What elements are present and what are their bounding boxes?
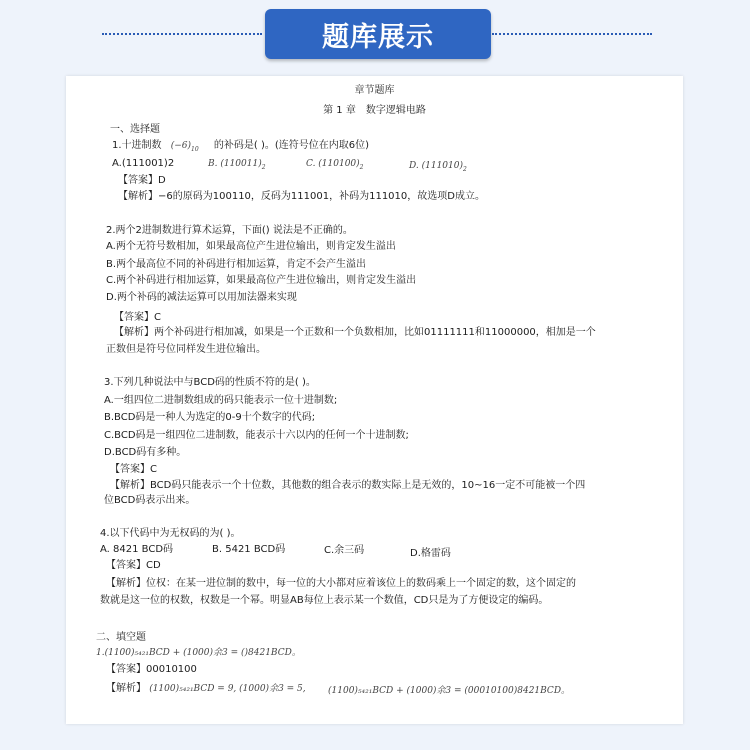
f1-answer: 【答案】00010100 — [106, 664, 197, 675]
section-fill-title: 二、填空题 — [96, 632, 146, 643]
q3-option-c: C.BCD码是一组四位二进制数，能表示十六以内的任何一个十进制数; — [104, 430, 409, 441]
f1-analysis-math-b: (1100)₅₄₂₁BCD + (1000)余3 = (00010100)8421BCD。 — [328, 686, 571, 696]
doc-header: 章节题库 — [354, 85, 395, 96]
q4-analysis-line1: 【解析】位权：在某一进位制的数中，每一位的大小都对应着该位上的数码乘上一个固定的数，这个固定的 — [106, 578, 576, 589]
q2-answer: 【答案】C — [114, 312, 161, 323]
banner-dotted-line-right — [492, 33, 652, 35]
q3-analysis-line1: 【解析】BCD码只能表示一个十位数，其他数的组合表示的数实际上是无效的，10~16一定不可能被一个四 — [110, 480, 586, 491]
q2-stem: 2.两个2进制数进行算术运算，下面() 说法是不正确的。 — [106, 225, 353, 236]
q3-option-d: D.BCD码有多种。 — [104, 447, 187, 458]
f1-stem: 1.(1100)₅₄₂₁BCD + (1000)余3 = ()8421BCD。 — [96, 648, 301, 658]
q3-option-b: B.BCD码是一种人为选定的0-9十个数字的代码; — [104, 412, 316, 423]
q1-analysis: 【解析】−6的原码为100110，反码为111001，补码为111010，故选项D成立。 — [118, 191, 485, 202]
banner-dotted-line-left — [102, 33, 262, 35]
q3-analysis-line2: 位BCD码表示出来。 — [104, 495, 196, 506]
q4-answer: 【答案】CD — [106, 560, 161, 571]
q1-option-c: C. $(110100)_2$ — [306, 159, 364, 171]
f1-analysis-label: 【解析】 — [106, 683, 146, 694]
banner-title: 题库展示 — [265, 9, 491, 59]
q1-stem-b: 的补码是( )。(连符号位在内取6位) — [213, 140, 370, 151]
q1-stem-math: $(-6)_{10}$ — [170, 141, 199, 153]
q1-option-b: B. $(110011)_2$ — [208, 159, 266, 171]
q1-option-a: A.(111001)2 — [112, 158, 175, 169]
q3-stem: 3.下列几种说法中与BCD码的性质不符的是( )。 — [104, 377, 316, 388]
q4-option-b: B. 5421 BCD码 — [212, 544, 286, 555]
q1-answer: 【答案】D — [118, 175, 166, 186]
q3-option-a: A.一组四位二进制数组成的码只能表示一位十进制数; — [104, 395, 338, 406]
q1-stem-a: 1.十进制数 — [112, 140, 162, 151]
q2-option-b: B.两个最高位不同的补码进行相加运算，肯定不会产生溢出 — [106, 259, 367, 270]
q4-analysis-line2: 数就是这一位的权数，权数是一个幂。明显AB每位上表示某一个数值，CD只是为了方便设定的编码。 — [100, 595, 549, 606]
q4-stem: 4.以下代码中为无权码的为( )。 — [100, 528, 241, 539]
q2-analysis-line2: 正数但是符号位同样发生进位输出。 — [106, 344, 266, 355]
q1-option-d: D. $(111010)_2$ — [409, 161, 467, 173]
f1-analysis — [106, 682, 306, 696]
q4-option-a: A. 8421 BCD码 — [100, 544, 174, 555]
q4-option-d: D.格雷码 — [410, 548, 451, 559]
q2-option-d: D.两个补码的减法运算可以用加法器来实现 — [106, 292, 297, 303]
q1-stem — [112, 139, 369, 157]
q2-analysis-line1: 【解析】两个补码进行相加减，如果是一个正数和一个负数相加，比如01111111和11000000，相加是一个 — [114, 327, 596, 338]
doc-chapter-title: 第 1 章 数字逻辑电路 — [323, 105, 426, 116]
q4-option-c: C.余三码 — [324, 545, 365, 556]
q2-option-a: A.两个无符号数相加，如果最高位产生进位输出，则肯定发生溢出 — [106, 241, 396, 252]
document-page — [66, 76, 683, 724]
f1-analysis-math-a: (1100)₅₄₂₁BCD = 9, (1000)余3 = 5, — [149, 684, 306, 694]
q3-answer: 【答案】C — [110, 464, 157, 475]
banner-area — [0, 0, 750, 64]
section-choice-title: 一、选择题 — [110, 124, 160, 135]
q2-option-c: C.两个补码进行相加运算，如果最高位产生进位输出，则肯定发生溢出 — [106, 275, 417, 286]
